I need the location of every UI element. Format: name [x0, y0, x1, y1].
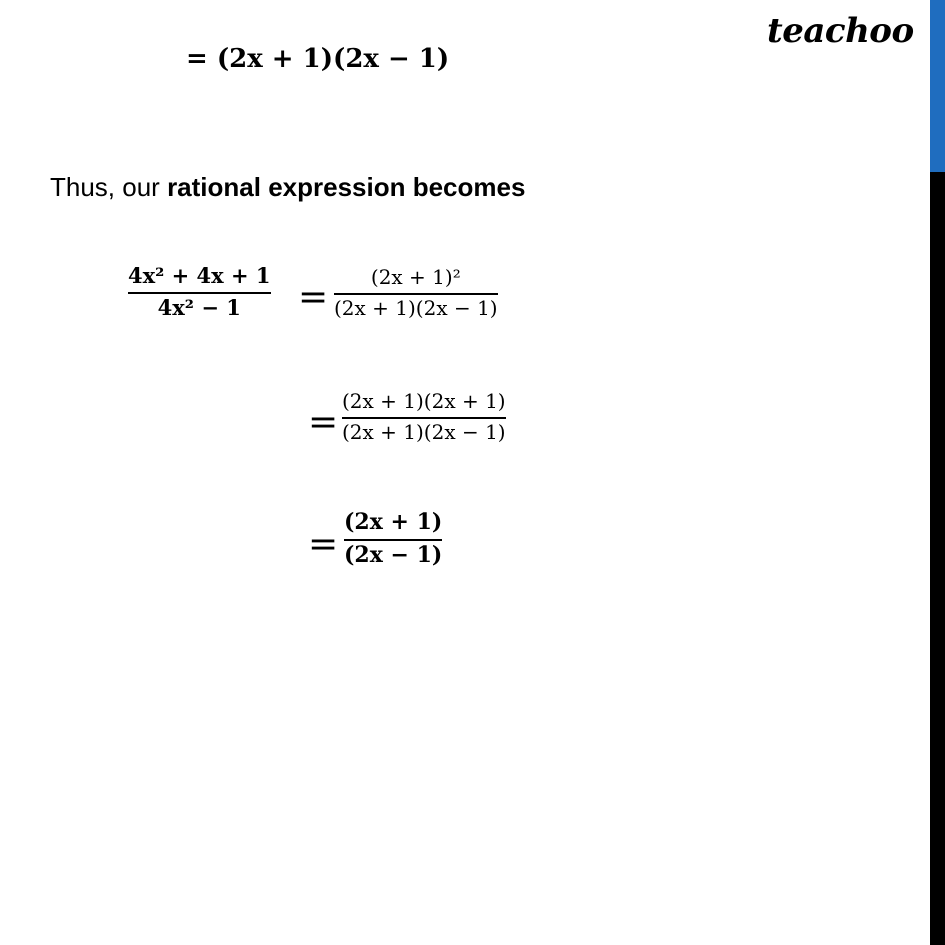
step3-equals: =: [308, 524, 339, 565]
step3-fraction-bar: [344, 539, 442, 541]
step2-fraction: [342, 390, 506, 444]
intro-prefix: Thus, our: [50, 172, 168, 202]
lhs-fraction-bar: [128, 292, 271, 294]
step1-denominator: (2x + 1)(2x − 1): [334, 295, 498, 320]
intro-sentence: [50, 172, 525, 203]
lhs-denominator: 4x² − 1: [157, 295, 241, 321]
intro-bold: rational expression becomes: [167, 172, 526, 202]
step-line: = (2x + 1)(2x − 1): [186, 44, 450, 74]
lhs-fraction: [128, 264, 271, 320]
step1-fraction-bar: [334, 293, 498, 295]
step3-numerator: (2x + 1): [344, 509, 443, 535]
step2-denominator: (2x + 1)(2x − 1): [342, 419, 506, 444]
sidebar-accent: [930, 0, 945, 172]
step3-fraction: [344, 510, 442, 568]
step1-equals: =: [298, 277, 329, 318]
step2-numerator: (2x + 1)(2x + 1): [342, 389, 506, 413]
step2-equals: =: [308, 402, 339, 443]
right-sidebar: [930, 0, 945, 945]
step1-numerator: (2x + 1)²: [370, 265, 461, 289]
step3-denominator: (2x − 1): [344, 541, 443, 568]
step1-fraction: [334, 266, 498, 320]
step2-fraction-bar: [342, 417, 506, 419]
teachoo-logo: teachoo: [767, 11, 914, 51]
lhs-numerator: 4x² + 4x + 1: [128, 263, 271, 288]
